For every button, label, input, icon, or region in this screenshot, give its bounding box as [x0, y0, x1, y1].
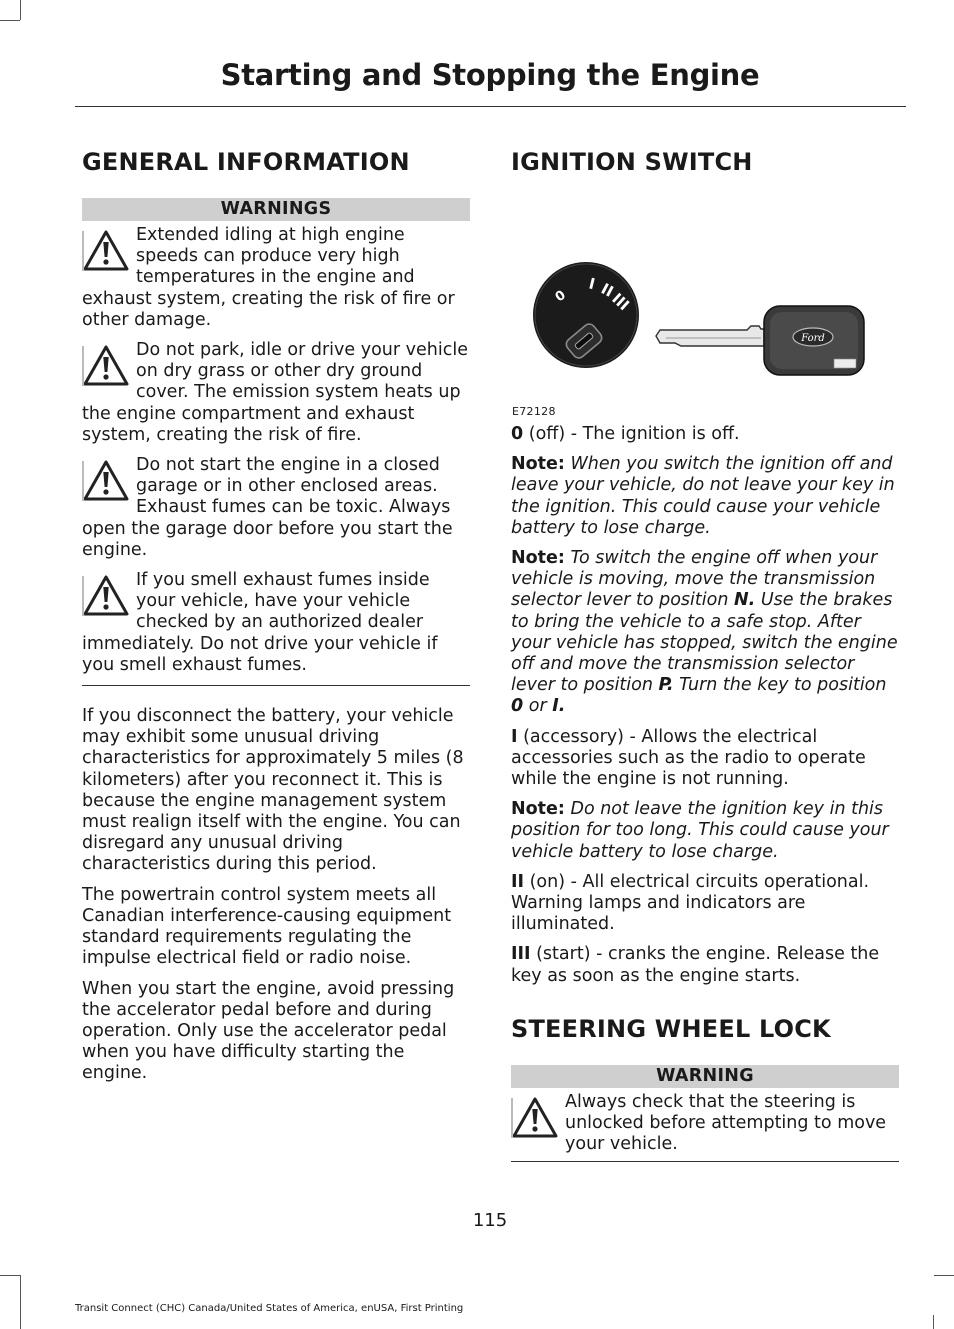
warning-triangle-icon	[511, 1096, 559, 1140]
warning-item	[82, 455, 470, 561]
title-rule	[75, 106, 906, 107]
ignition-position-2: II	[598, 279, 617, 301]
warning-header: WARNING	[511, 1065, 899, 1088]
footer-text: Transit Connect (CHC) Canada/United States of America, enUSA, First Printing	[75, 1303, 464, 1314]
warning-item	[511, 1092, 899, 1156]
warning-text: Extended idling at high engine speeds can produce very high temperatures in the engine and exhaust system, creating the risk of fire or other damage.	[82, 225, 455, 330]
general-information-heading: GENERAL INFORMATION	[82, 148, 410, 176]
ignition-position-start: III (start) - cranks the engine. Release the key as soon as the engine starts.	[511, 944, 880, 986]
ignition-key-figure	[511, 194, 899, 424]
page-number: 115	[472, 1210, 508, 1231]
warning-triangle-icon	[82, 229, 130, 273]
warning-item	[82, 225, 470, 331]
ford-logo: Ford	[801, 333, 825, 344]
warning-item	[82, 570, 470, 676]
note: Note: Do not leave the ignition key in this position for too long. This could cause your vehicle battery to lose charge.	[511, 799, 889, 862]
right-column	[511, 148, 899, 1162]
warning-end-rule	[511, 1161, 899, 1162]
note: Note: When you switch the ignition off and leave your vehicle, do not leave your key in the ignition. This could cause your vehicle battery to lose charge.	[511, 454, 895, 538]
warning-text: Do not start the engine in a closed garage or in other enclosed areas. Exhaust fumes can be toxic. Always open the garage door before you start the engine.	[82, 455, 453, 560]
body-paragraph: If you disconnect the battery, your vehicle may exhibit some unusual driving characteristics for approximately 5 miles (8 kilometers) after you reconnect it. This is because the engine management system must realign itself with the engine. You can disregard any unusual driving characteristics during this period.	[82, 706, 464, 875]
ignition-switch-heading: IGNITION SWITCH	[511, 148, 753, 176]
note: Note: To switch the engine off when your vehicle is moving, move the transmission selector lever to position N. Use the brakes to bring the vehicle to a safe stop. After your vehicle has stopped, switch the engine off and move the transmission selector lever to position P. Turn the key to position 0 or I.	[511, 548, 898, 717]
ignition-position-1: I	[587, 274, 597, 294]
ignition-position-accessory: I (accessory) - Allows the electrical accessories such as the radio to operate while the engine is not running.	[511, 726, 866, 790]
warning-item	[82, 340, 470, 446]
crop-mark	[933, 1315, 934, 1329]
body-paragraph: The powertrain control system meets all Canadian interference-causing equipment standard requirements regulating the impulse electrical field or radio noise.	[82, 884, 452, 969]
body-paragraph: When you start the engine, avoid pressing the accelerator pedal before and during operation. Only use the accelerator pedal when you have difficulty starting the engine.	[82, 978, 455, 1084]
warning-triangle-icon	[82, 344, 130, 388]
warning-text: Do not park, idle or drive your vehicle on dry grass or other dry ground cover. The emission system heats up the engine compartment and exhaust system, creating the risk of fire.	[82, 340, 468, 445]
ignition-position-0: 0	[552, 287, 569, 306]
ignition-position-3: III	[608, 289, 633, 315]
warnings-header: WARNINGS	[82, 198, 470, 221]
crop-mark	[0, 20, 20, 21]
warning-text: If you smell exhaust fumes inside your vehicle, have your vehicle checked by an authorized dealer immediately. Do not drive your vehicle if you smell exhaust fumes.	[82, 570, 438, 675]
figure-code: E72128	[512, 405, 556, 418]
warning-triangle-icon	[82, 459, 130, 503]
steering-wheel-lock-heading: STEERING WHEEL LOCK	[511, 1014, 831, 1043]
page-title: Starting and Stopping the Engine	[220, 58, 760, 92]
warning-text: Always check that the steering is unlocked before attempting to move your vehicle.	[565, 1091, 887, 1155]
ignition-switch-illustration	[511, 194, 899, 394]
crop-mark	[934, 1275, 954, 1276]
ignition-position-on: II (on) - All electrical circuits operational. Warning lamps and indicators are illuminated.	[511, 871, 870, 935]
ignition-position-off: 0 (off) - The ignition is off.	[511, 424, 740, 444]
crop-mark	[0, 1275, 20, 1276]
crop-mark	[20, 1275, 21, 1329]
left-column	[82, 148, 470, 1094]
warning-triangle-icon	[82, 574, 130, 618]
crop-mark	[20, 0, 21, 20]
